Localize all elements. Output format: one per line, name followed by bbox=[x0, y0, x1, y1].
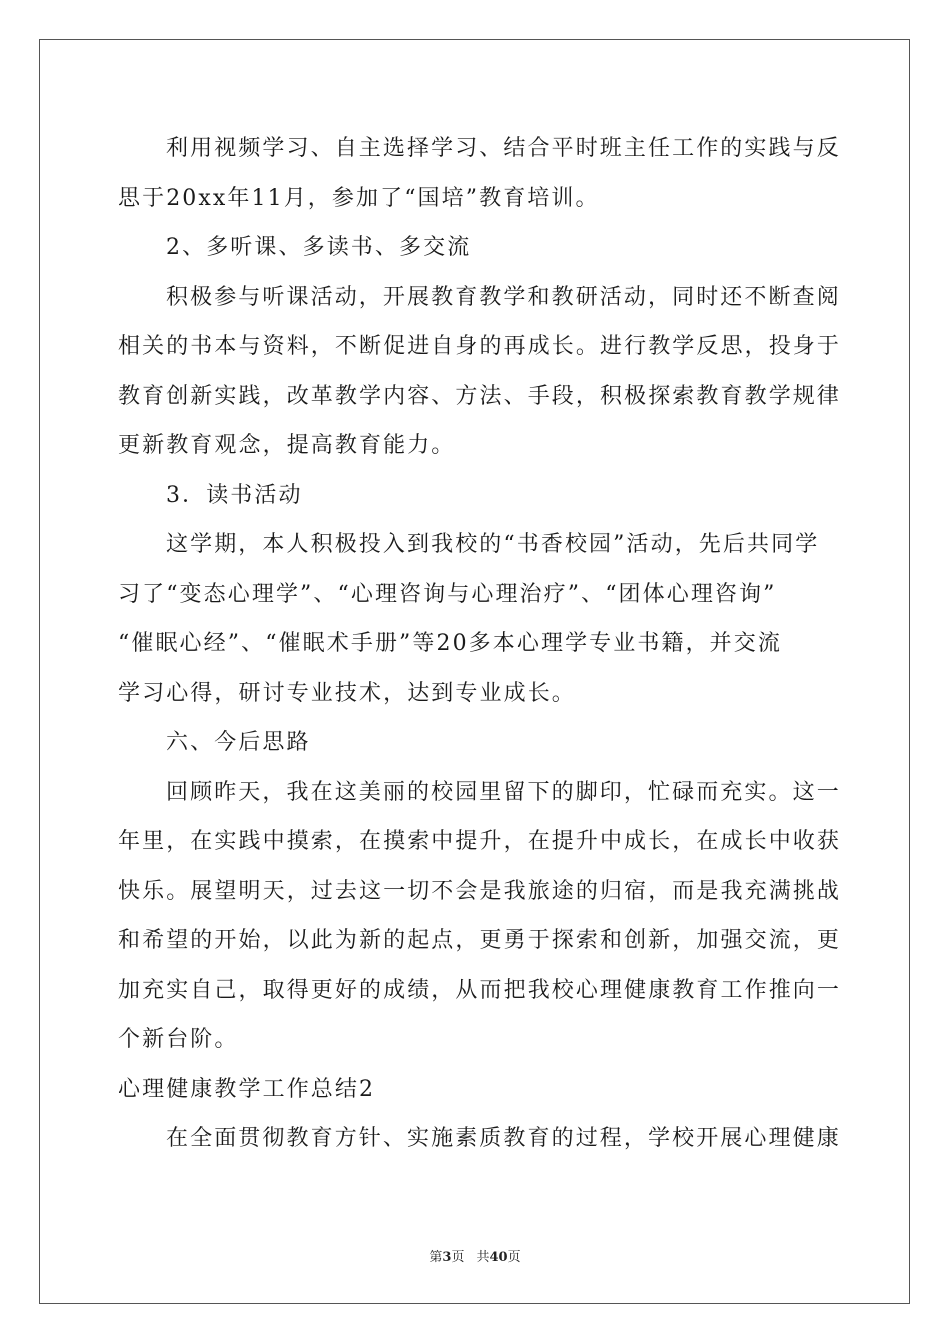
page-suffix: 页 bbox=[451, 1250, 465, 1265]
text-line: 积极参与听课活动，开展教育教学和教研活动，同时还不断查阅 bbox=[166, 284, 841, 310]
text-line: 学习心得，研讨专业技术，达到专业成长。 bbox=[118, 680, 576, 706]
page-total: 40 bbox=[489, 1250, 508, 1265]
text-line: 快乐。展望明天，过去这一切不会是我旅途的归宿，而是我充满挑战 bbox=[118, 878, 842, 904]
text-line: 教育创新实践，改革教学内容、方法、手段，积极探索教育教学规律 bbox=[118, 383, 842, 409]
page-current: 3 bbox=[442, 1250, 452, 1265]
total-prefix: 共 bbox=[476, 1250, 490, 1265]
text-line: 利用视频学习、自主选择学习、结合平时班主任工作的实践与反 bbox=[166, 136, 841, 161]
text-line: “催眠心经”、“催眠术手册”等20多本心理学专业书籍，并交流 bbox=[118, 631, 782, 656]
text-line: 个新台阶。 bbox=[118, 1027, 239, 1052]
text-line: 这学期，本人积极投入到我校的“书香校园”活动，先后共同学 bbox=[166, 532, 820, 557]
total-suffix: 页 bbox=[507, 1250, 521, 1265]
section-heading: 六、今后思路 bbox=[166, 730, 311, 755]
text-line: 加充实自己，取得更好的成绩，从而把我校心理健康教育工作推向一 bbox=[118, 977, 842, 1003]
section-heading: 3．读书活动 bbox=[166, 482, 303, 508]
text-line: 思于20xx年11月，参加了“国培”教育培训。 bbox=[118, 185, 600, 211]
page-footer bbox=[0, 1246, 950, 1265]
text-line: 更新教育观念，提高教育能力。 bbox=[118, 433, 456, 458]
section-heading: 2、多听课、多读书、多交流 bbox=[166, 235, 472, 260]
text-line: 回顾昨天，我在这美丽的校园里留下的脚印，忙碌而充实。这一 bbox=[166, 779, 841, 805]
text-line: 和希望的开始，以此为新的起点，更勇于探索和创新，加强交流，更 bbox=[118, 928, 842, 953]
text-line: 在全面贯彻教育方针、实施素质教育的过程，学校开展心理健康 bbox=[166, 1126, 841, 1151]
text-line: 习了“变态心理学”、“心理咨询与心理治疗”、“团体心理咨询” bbox=[118, 581, 777, 607]
text-line: 年里，在实践中摸索，在摸索中提升，在提升中成长，在成长中收获 bbox=[118, 829, 842, 854]
document-title: 心理健康教学工作总结2 bbox=[118, 1076, 376, 1102]
document-body bbox=[118, 124, 842, 1164]
text-line: 相关的书本与资料，不断促进自身的再成长。进行教学反思，投身于 bbox=[118, 334, 842, 359]
page-prefix: 第 bbox=[429, 1250, 443, 1265]
